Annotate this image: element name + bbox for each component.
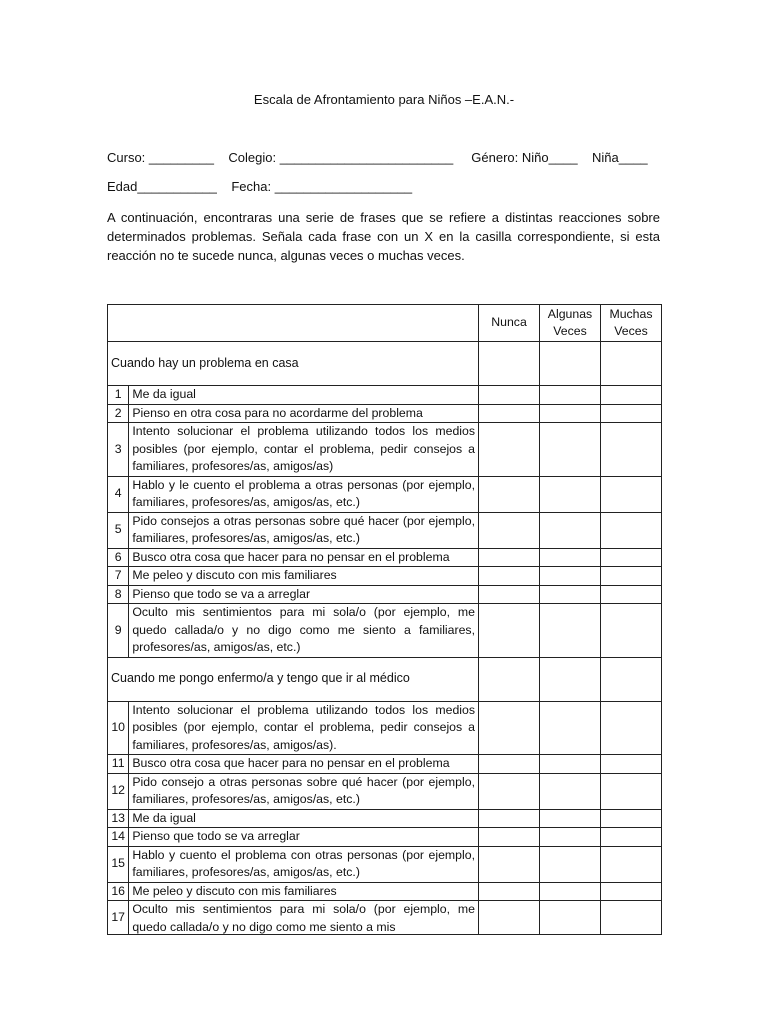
- table-row: [108, 901, 662, 935]
- table-row: [108, 585, 662, 604]
- answer-nunca-cell[interactable]: [479, 701, 540, 755]
- answer-nunca-cell[interactable]: [479, 585, 540, 604]
- item-number: 4: [108, 476, 129, 512]
- item-text-cell: Me peleo y discuto con mis familiares: [129, 567, 479, 586]
- item-number: 2: [108, 404, 129, 423]
- answer-muchas-veces-cell[interactable]: [600, 809, 661, 828]
- table-row: [108, 701, 662, 755]
- header-empty-cell: [108, 305, 479, 342]
- item-number: 16: [108, 882, 129, 901]
- item-number: 9: [108, 604, 129, 658]
- item-number: 1: [108, 386, 129, 405]
- table-row: [108, 755, 662, 774]
- table-row: [108, 773, 662, 809]
- item-text-cell: Pienso en otra cosa para no acordarme del problema: [129, 404, 479, 423]
- answer-muchas-veces-cell[interactable]: [600, 773, 661, 809]
- table-row: [108, 548, 662, 567]
- table-row: [108, 809, 662, 828]
- item-text-cell: Hablo y le cuento el problema a otras personas (por ejemplo, familiares, profesores/as, amigos/as, etc.): [129, 476, 479, 512]
- answer-algunas-veces-cell[interactable]: [540, 423, 601, 477]
- section-answer-cell: [479, 657, 540, 701]
- answer-algunas-veces-cell[interactable]: [540, 882, 601, 901]
- coping-scale-table: [107, 304, 662, 935]
- answer-algunas-veces-cell[interactable]: [540, 809, 601, 828]
- table-row: [108, 604, 662, 658]
- form-line-age-date: Edad___________ Fecha: ___________________: [107, 179, 413, 194]
- table-row: [108, 423, 662, 477]
- answer-algunas-veces-cell[interactable]: [540, 476, 601, 512]
- table-row: [108, 882, 662, 901]
- table-row: [108, 846, 662, 882]
- answer-algunas-veces-cell[interactable]: [540, 404, 601, 423]
- answer-nunca-cell[interactable]: [479, 604, 540, 658]
- answer-algunas-veces-cell[interactable]: [540, 585, 601, 604]
- answer-nunca-cell[interactable]: [479, 567, 540, 586]
- answer-algunas-veces-cell[interactable]: [540, 512, 601, 548]
- item-number: 7: [108, 567, 129, 586]
- answer-algunas-veces-cell[interactable]: [540, 386, 601, 405]
- item-number: 6: [108, 548, 129, 567]
- document-title: Escala de Afrontamiento para Niños –E.A.N.-: [253, 92, 515, 107]
- answer-muchas-veces-cell[interactable]: [600, 512, 661, 548]
- answer-algunas-veces-cell[interactable]: [540, 567, 601, 586]
- answer-algunas-veces-cell[interactable]: [540, 604, 601, 658]
- item-text: Oculto mis sentimientos para mi sola/o (por ejemplo, me quedo callada/o y no digo como me siento a mis: [132, 902, 476, 934]
- section-answer-cell: [479, 342, 540, 386]
- section-answer-cell: [600, 657, 661, 701]
- answer-nunca-cell[interactable]: [479, 386, 540, 405]
- answer-algunas-veces-cell[interactable]: [540, 548, 601, 567]
- answer-algunas-veces-cell[interactable]: [540, 701, 601, 755]
- answer-muchas-veces-cell[interactable]: [600, 423, 661, 477]
- table-row: [108, 567, 662, 586]
- item-number: 13: [108, 809, 129, 828]
- section-row: [108, 657, 662, 701]
- section-title: Cuando me pongo enfermo/a y tengo que ir al médico: [108, 657, 479, 701]
- answer-muchas-veces-cell[interactable]: [600, 846, 661, 882]
- table-row: [108, 828, 662, 847]
- instructions-paragraph: A continuación, encontraras una serie de frases que se refiere a distintas reacciones sobre determinados problemas. Señala cada frase con un X en la casilla correspondiente, si esta reacción no te sucede nunca, algunas veces o muchas veces.: [107, 210, 660, 263]
- section-answer-cell: [600, 342, 661, 386]
- column-header-nunca: Nunca: [479, 305, 540, 342]
- answer-nunca-cell[interactable]: [479, 548, 540, 567]
- answer-nunca-cell[interactable]: [479, 512, 540, 548]
- answer-muchas-veces-cell[interactable]: [600, 882, 661, 901]
- answer-muchas-veces-cell[interactable]: [600, 567, 661, 586]
- answer-muchas-veces-cell[interactable]: [600, 701, 661, 755]
- section-answer-cell: [540, 657, 601, 701]
- answer-algunas-veces-cell[interactable]: [540, 846, 601, 882]
- answer-nunca-cell[interactable]: [479, 846, 540, 882]
- answer-algunas-veces-cell[interactable]: [540, 755, 601, 774]
- answer-algunas-veces-cell[interactable]: [540, 828, 601, 847]
- item-number: 14: [108, 828, 129, 847]
- item-text-cell: Pienso que todo se va a arreglar: [129, 585, 479, 604]
- item-number: 11: [108, 755, 129, 774]
- answer-nunca-cell[interactable]: [479, 476, 540, 512]
- answer-nunca-cell[interactable]: [479, 773, 540, 809]
- item-text-cell: Intento solucionar el problema utilizando todos los medios posibles (por ejemplo, contar el problema, pedir consejos a familiares, profesores/as, amigos/as).: [129, 701, 479, 755]
- item-number: 3: [108, 423, 129, 477]
- form-line-course-school-gender: Curso: _________ Colegio: ________________________ Género: Niño____ Niña____: [107, 150, 648, 165]
- item-text-cell: Me da igual: [129, 809, 479, 828]
- item-number: 12: [108, 773, 129, 809]
- answer-nunca-cell[interactable]: [479, 404, 540, 423]
- answer-nunca-cell[interactable]: [479, 423, 540, 477]
- answer-muchas-veces-cell[interactable]: [600, 828, 661, 847]
- item-text-cell: Me peleo y discuto con mis familiares: [129, 882, 479, 901]
- table-row: [108, 386, 662, 405]
- item-number: 15: [108, 846, 129, 882]
- answer-muchas-veces-cell[interactable]: [600, 585, 661, 604]
- answer-nunca-cell[interactable]: [479, 828, 540, 847]
- answer-nunca-cell[interactable]: [479, 901, 540, 935]
- section-title: Cuando hay un problema en casa: [108, 342, 479, 386]
- section-row: [108, 342, 662, 386]
- item-text-cell: Me da igual: [129, 386, 479, 405]
- answer-muchas-veces-cell[interactable]: [600, 901, 661, 935]
- item-number: 5: [108, 512, 129, 548]
- column-header-muchas-veces: Muchas Veces: [600, 305, 661, 342]
- answer-muchas-veces-cell[interactable]: [600, 604, 661, 658]
- item-text-cell: [129, 901, 479, 935]
- answer-muchas-veces-cell[interactable]: [600, 404, 661, 423]
- column-header-algunas-veces: Algunas Veces: [540, 305, 601, 342]
- item-text-cell: Intento solucionar el problema utilizando todos los medios posibles (por ejemplo, contar el problema, pedir consejos a familiares, profesores/as, amigos/as): [129, 423, 479, 477]
- item-text-cell: Pienso que todo se va arreglar: [129, 828, 479, 847]
- table-header-row: [108, 305, 662, 342]
- item-text-cell: Hablo y cuento el problema con otras personas (por ejemplo, familiares, profesores/as, amigos/as, etc.): [129, 846, 479, 882]
- answer-muchas-veces-cell[interactable]: [600, 548, 661, 567]
- item-number: 8: [108, 585, 129, 604]
- answer-nunca-cell[interactable]: [479, 755, 540, 774]
- answer-muchas-veces-cell[interactable]: [600, 476, 661, 512]
- item-text-cell: Busco otra cosa que hacer para no pensar en el problema: [129, 548, 479, 567]
- answer-algunas-veces-cell[interactable]: [540, 773, 601, 809]
- item-text-cell: Pido consejo a otras personas sobre qué hacer (por ejemplo, familiares, profesores/as, amigos/as, etc.): [129, 773, 479, 809]
- item-text-cell: Pido consejos a otras personas sobre qué hacer (por ejemplo, familiares, profesores/as, amigos/as, etc.): [129, 512, 479, 548]
- answer-nunca-cell[interactable]: [479, 809, 540, 828]
- table-row: [108, 476, 662, 512]
- answer-muchas-veces-cell[interactable]: [600, 386, 661, 405]
- item-number: 10: [108, 701, 129, 755]
- table-row: [108, 512, 662, 548]
- answer-algunas-veces-cell[interactable]: [540, 901, 601, 935]
- table-row: [108, 404, 662, 423]
- item-text-cell: Oculto mis sentimientos para mi sola/o (por ejemplo, me quedo callada/o y no digo como me siento a familiares, profesores/as, amigos/as, etc.): [129, 604, 479, 658]
- section-answer-cell: [540, 342, 601, 386]
- answer-nunca-cell[interactable]: [479, 882, 540, 901]
- item-number: 17: [108, 901, 129, 935]
- answer-muchas-veces-cell[interactable]: [600, 755, 661, 774]
- item-text-cell: Busco otra cosa que hacer para no pensar en el problema: [129, 755, 479, 774]
